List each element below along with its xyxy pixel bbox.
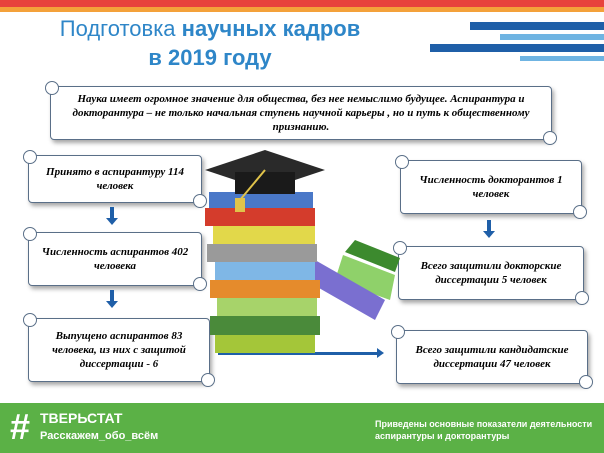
candidate-theses-scroll — [396, 330, 588, 384]
doctoral-text: Численность докторантов 1 человек — [419, 174, 563, 200]
aspirant-count-text: Численность аспирантов 402 человека — [41, 246, 189, 272]
books-graduation-cap-illustration — [195, 140, 405, 365]
arrow-down — [110, 207, 114, 219]
hash-logo: # — [10, 406, 31, 447]
admitted-scroll — [28, 155, 202, 203]
brand-name: ТВЕРЬСТАТ — [40, 410, 123, 426]
arrow-down — [487, 220, 491, 232]
candidate-theses-text: Всего защитили кандидатские диссертации 47 человек — [415, 344, 569, 370]
page-title: Подготовка научных кадров в 2019 году — [59, 16, 361, 70]
intro-text: Наука имеет огромное значение для общества, без нее немыслимо будущее. Аспирантура и докторантура – не только начальная ступень научной карьеры , но и путь к общественному признанию. — [72, 93, 530, 133]
top-orange-stripe — [0, 7, 604, 12]
footer-note: Приведены основные показатели деятельности аспирантуры и докторантуры — [375, 419, 593, 441]
decor-bar — [470, 22, 604, 30]
doctoral-scroll — [400, 160, 582, 214]
admitted-text: Принято в аспирантуру 114 человек — [46, 166, 184, 192]
intro-scroll — [50, 86, 552, 140]
decor-bar — [430, 44, 604, 52]
brand-tagline: Расскажем_обо_всём — [40, 430, 159, 442]
graduated-scroll — [28, 318, 210, 382]
decor-bar — [500, 34, 604, 40]
doctor-theses-scroll — [398, 246, 584, 300]
graduated-text: Выпущено аспирантов 83 человека, из них с защитой диссертации - 6 — [52, 330, 186, 370]
aspirant-count-scroll — [28, 232, 202, 286]
doctor-theses-text: Всего защитили докторские диссертации 5 человек — [420, 260, 562, 286]
arrow-down — [110, 290, 114, 302]
decor-bar — [520, 56, 604, 61]
top-red-stripe — [0, 0, 604, 7]
